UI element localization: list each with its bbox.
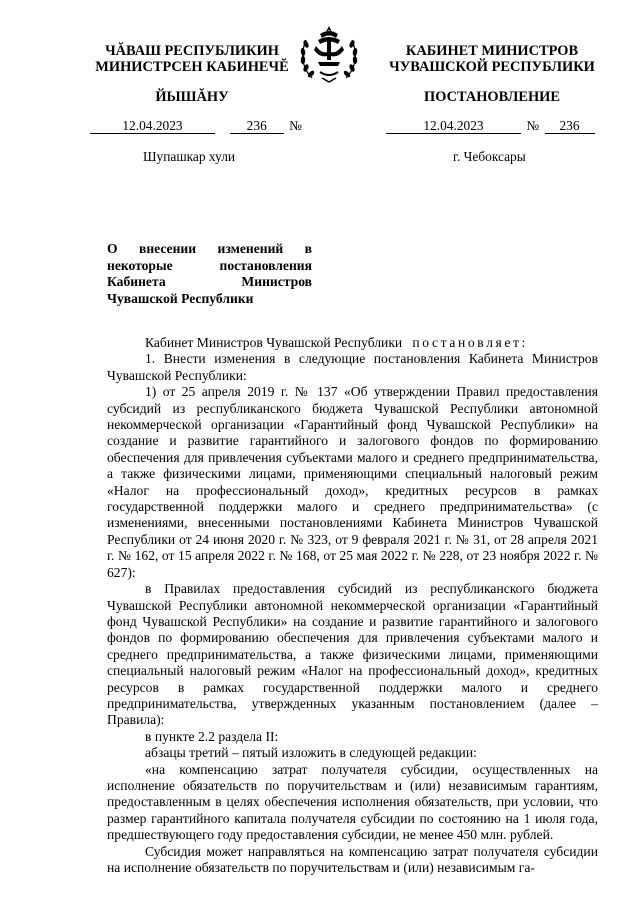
issuer-russian-line-1: КАБИНЕТ МИНИСТРОВ [405, 43, 579, 59]
issuer-russian-line-2: ЧУВАШСКОЙ РЕСПУБЛИКИ [389, 59, 595, 75]
document-subject: О внесении изменений в некоторые постановления Кабинета Министров Чувашской Республики [107, 241, 312, 306]
number-field-chuvash: 236 [230, 119, 284, 134]
intro-paragraph [107, 335, 598, 351]
paragraph-2: 1) от 25 апреля 2019 г. № 137 «Об утверждении Правил предоставления субсидий из республиканского бюджета Чувашской Республики автономной некоммерческой организации «Гарантийный фонд Чувашской Республики» на создание и развитие гарантийного и залогового фондов по формированию обеспечения для привлечения субъектами малого и среднего предпринимательства, а также физическими лицами, применяющими специальный налоговый режим «Налог на профессиональный доход», кредитных ресурсов в рамках государственной поддержки малого и среднего предпринимательства» (с изменениями, внесенными постановлениями Кабинета Министров Чувашской Республики от 24 июня 2020 г. № 323, от 9 февраля 2021 г. № 31, от 28 апреля 2021 г. № 162, от 15 апреля 2022 г. № 168, от 25 мая 2022 г. № 228, от 23 ноября 2022 г. № 627): [107, 384, 598, 580]
date-number-line-russian [386, 118, 595, 134]
paragraph-3: в Правилах предоставления субсидий из республиканского бюджета Чувашской Республики автономной некоммерческой организации «Гарантийный фонд Чувашской Республики» на создание и развитие гарантийного и залогового фондов по формированию обеспечения для привлечения субъектами малого и среднего предпринимательства, а также физическими лицами, применяющими специальный налоговый режим «Налог на профессиональный доход», кредитных ресурсов в рамках государственной поддержки малого и среднего предпринимательства, утвержденных указанным постановлением (далее – Правила): [107, 581, 598, 728]
intro-prefix: Кабинет Министров Чувашской Республики [145, 335, 403, 350]
issuer-name-russian [382, 43, 602, 75]
place-russian: г. Чебоксары [453, 149, 526, 164]
document-body [107, 335, 598, 876]
paragraph-1: 1. Внести изменения в следующие постановления Кабинета Министров Чувашской Республики: [107, 351, 598, 383]
date-field-chuvash: 12.04.2023 [90, 119, 215, 134]
number-sign-chuvash: № [289, 118, 302, 133]
paragraph-5: абзацы третий – пятый изложить в следующей редакции: [145, 745, 477, 761]
issuer-name-chuvash [82, 43, 302, 75]
paragraph-6: «на компенсацию затрат получателя субсидии, осуществленных на исполнение обязательств по поручительствам и (или) независимым гарантиям, предоставленным в целях обеспечения исполнения обязательств, при условии, что размер гарантийного капитала получателя субсидии по состоянию на 1 июля года, предшествующего году предоставления субсидии, не менее 450 млн. рублей. [107, 761, 598, 843]
date-number-line-chuvash [90, 118, 304, 134]
doc-type-chuvash: ЙЫШĂНУ [155, 89, 229, 105]
number-field-russian: 236 [545, 119, 595, 134]
place-chuvash: Шупашкар хули [143, 149, 236, 164]
paragraph-7: Субсидия может направляться на компенсацию затрат получателя субсидии на исполнение обязательств по поручительствам и (или) независимым га- [107, 843, 598, 875]
issuer-chuvash-line-2: МИНИСТРСЕН КАБИНЕЧĔ [95, 59, 289, 75]
coat-of-arms-icon [298, 20, 360, 84]
number-sign-russian: № [526, 118, 540, 133]
paragraph-4: в пункте 2.2 раздела II: [145, 728, 279, 744]
intro-verb: постановляет: [412, 335, 528, 350]
doc-type-russian: ПОСТАНОВЛЕНИЕ [424, 89, 560, 105]
issuer-chuvash-line-1: ЧĂВАШ РЕСПУБЛИКИН [105, 43, 279, 59]
date-field-russian: 12.04.2023 [386, 119, 521, 134]
